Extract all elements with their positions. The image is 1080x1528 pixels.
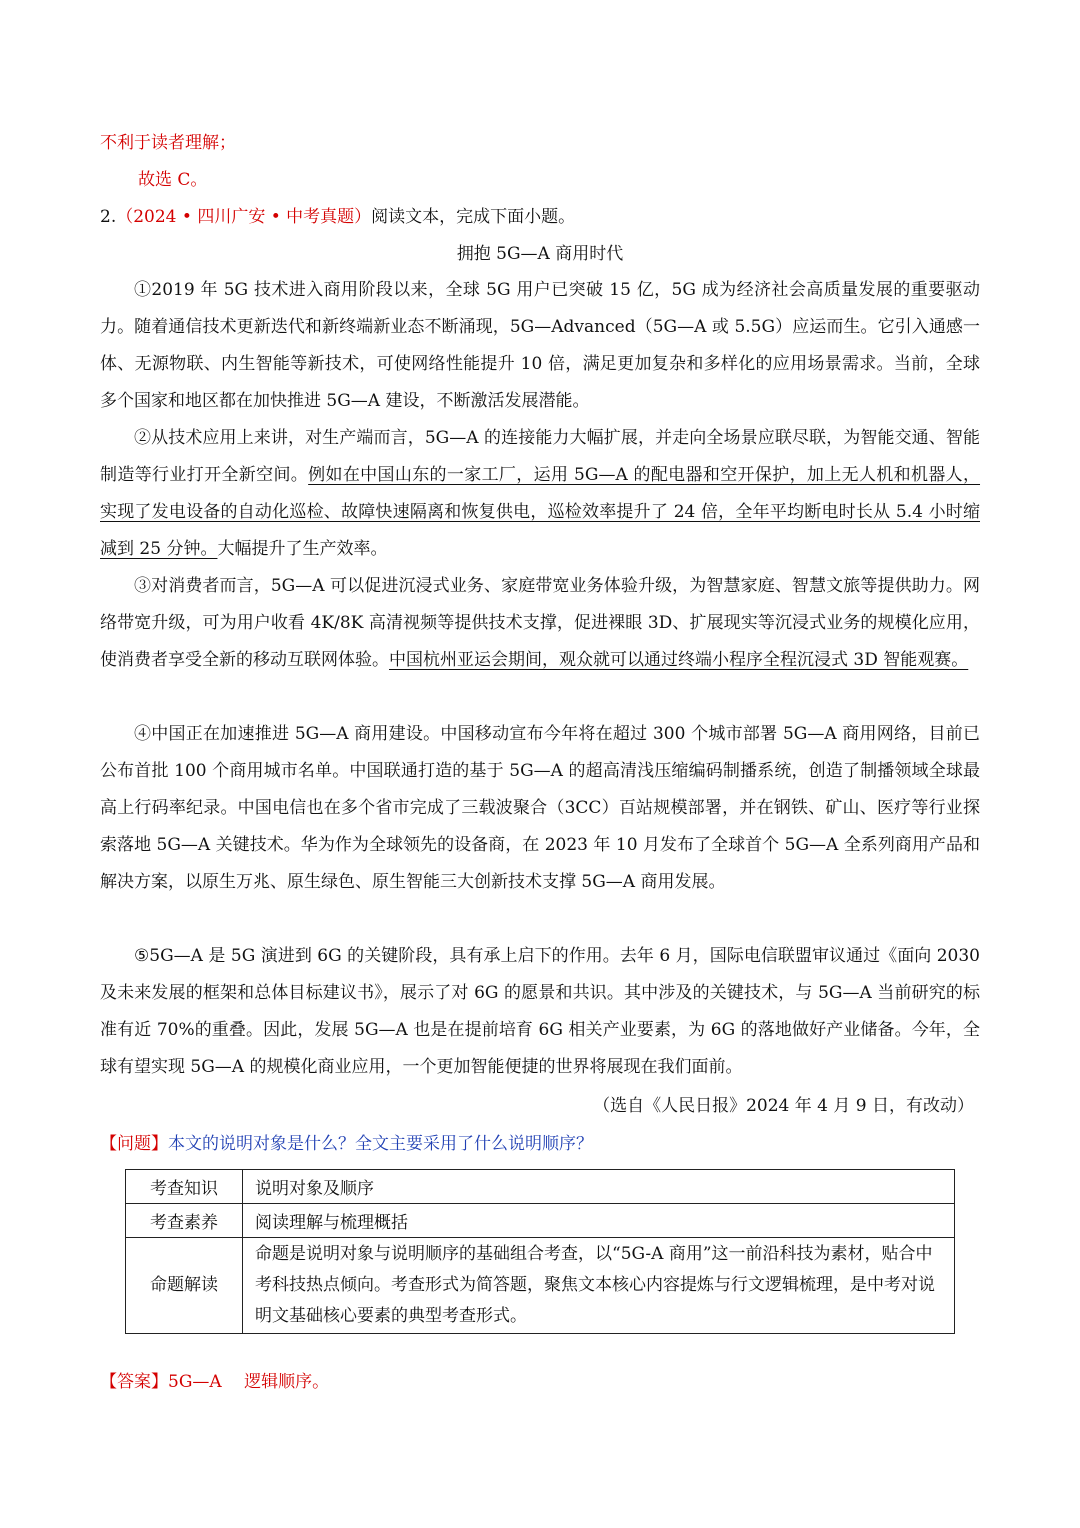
problem-line xyxy=(100,1132,980,1156)
table-value: 命题是说明对象与说明顺序的基础组合考查，以“5G-A 商用”这一前沿科技为素材，贴合中考科技热点倾向。考查形式为简答题，聚焦文本核心内容提炼与行文逻辑梳理，是中考对说明文基础核心要素的典型考查形式。 xyxy=(243,1238,955,1334)
paragraph-2-text-a: ②从技术应用上来讲，对生产端而言，5G—A 的连接能力大幅扩展，并走向全场景应联尽联，为智能交通、智能制造等行业打开全新空间。 xyxy=(100,428,980,485)
problem-tag: 【问题】 xyxy=(100,1134,168,1154)
article-title: 拥抱 5G—A 商用时代 xyxy=(456,244,624,264)
question-number: 2. xyxy=(100,207,117,227)
question-source-tag: （2024 • 四川广安 • 中考真题） xyxy=(116,207,372,227)
article-paragraph-5: ⑤5G—A 是 5G 演进到 6G 的关键阶段，具有承上启下的作用。去年 6 月，国际电信联盟审议通过《面向 2030 及未来发展的框架和总体目标建议书》，展示了对 6G 的愿景和共识。其中涉及的关键技术，与 5G—A 当前研究的标准有近 70%的重叠。因此，发展 5G—A 也是在提前培育 6G 相关产业要素，为 6G 的落地做好产业储备。今年，全球有望实现 5G—A 的规模化商业应用，一个更加智能便捷的世界将展现在我们面前。 xyxy=(100,946,980,1077)
article-source: （选自《人民日报》2024 年 4 月 9 日，有改动） xyxy=(593,1096,974,1116)
table-value: 阅读理解与梳理概括 xyxy=(243,1204,955,1238)
paragraph-2-text-b: 大幅提升了生产效率。 xyxy=(217,539,388,559)
table-row xyxy=(126,1204,955,1238)
problem-text: 本文的说明对象是什么？全文主要采用了什么说明顺序？ xyxy=(168,1134,593,1154)
article-paragraph-2 xyxy=(100,420,980,568)
table-key: 考查知识 xyxy=(126,1170,243,1204)
article-paragraph-4: ④中国正在加速推进 5G—A 商用建设。中国移动宣布今年将在超过 300 个城市部署 5G—A 商用网络，目前已公布首批 100 个商用城市名单。中国联通打造的基于 5G—A 的超高清浅压缩编码制播系统，创造了制播领域全球最高上行码率纪录。中国电信也在多个省市完成了三载波聚合（3CC）百站规模部署，并在钢铁、矿山、医疗等行业探索落地 5G—A 关键技术。华为作为全球领先的设备商，在 2023 年 10 月发布了全球首个 5G—A 全系列商用产品和解决方案，以原生万兆、原生绿色、原生智能三大创新技术支撑 5G—A 商用发展。 xyxy=(100,724,980,892)
article-paragraph-1: ①2019 年 5G 技术进入商用阶段以来，全球 5G 用户已突破 15 亿，5G 成为经济社会高质量发展的重要驱动力。随着通信技术更新迭代和新终端新业态不断涌现，5G—Advanced（5G—A 或 5.5G）应运而生。它引入通感一体、无源物联、内生智能等新技术，可使网络性能提升 10 倍，满足更加复杂和多样化的应用场景需求。当前，全球多个国家和地区都在加快推进 5G—A 建设，不断激活发展潜能。 xyxy=(100,280,980,411)
question-instruction: 阅读文本，完成下面小题。 xyxy=(371,207,576,227)
table-key: 命题解读 xyxy=(126,1238,243,1334)
article-paragraph-3 xyxy=(100,568,980,679)
paragraph-3-underlined: 中国杭州亚运会期间，观众就可以通过终端小程序全程沉浸式 3D 智能观赛。 xyxy=(389,650,969,670)
table-key: 考查素养 xyxy=(126,1204,243,1238)
top-line-1: 不利于读者理解； xyxy=(100,133,236,153)
answer-text: 5G—A 逻辑顺序。 xyxy=(168,1372,330,1392)
analysis-table xyxy=(125,1169,955,1334)
top-line-2: 故选 C。 xyxy=(138,170,208,190)
paragraph-3-text-a: ③对消费者而言，5G—A 可以促进沉浸式业务、家庭带宽业务体验升级，为智慧家庭、智慧文旅等提供助力。网络带宽升级，可为用户收看 4K/8K 高清视频等提供技术支撑，促进裸眼 3D、扩展现实等沉浸式业务的规模化应用，使消费者享受全新的移动互联网体验。 xyxy=(100,576,980,670)
table-row xyxy=(126,1170,955,1204)
question-header xyxy=(100,205,980,229)
answer-tag: 【答案】 xyxy=(100,1372,168,1392)
answer-line xyxy=(100,1370,980,1394)
paragraph-2-underlined: 例如在中国山东的一家工厂，运用 5G—A 的配电器和空开保护，加上无人机和机器人，实现了发电设备的自动化巡检、故障快速隔离和恢复供电，巡检效率提升了 24 倍，全年平均断电时长从 5.4 小时缩减到 25 分钟。 xyxy=(100,465,981,559)
table-value: 说明对象及顺序 xyxy=(243,1170,955,1204)
table-row xyxy=(126,1238,955,1334)
